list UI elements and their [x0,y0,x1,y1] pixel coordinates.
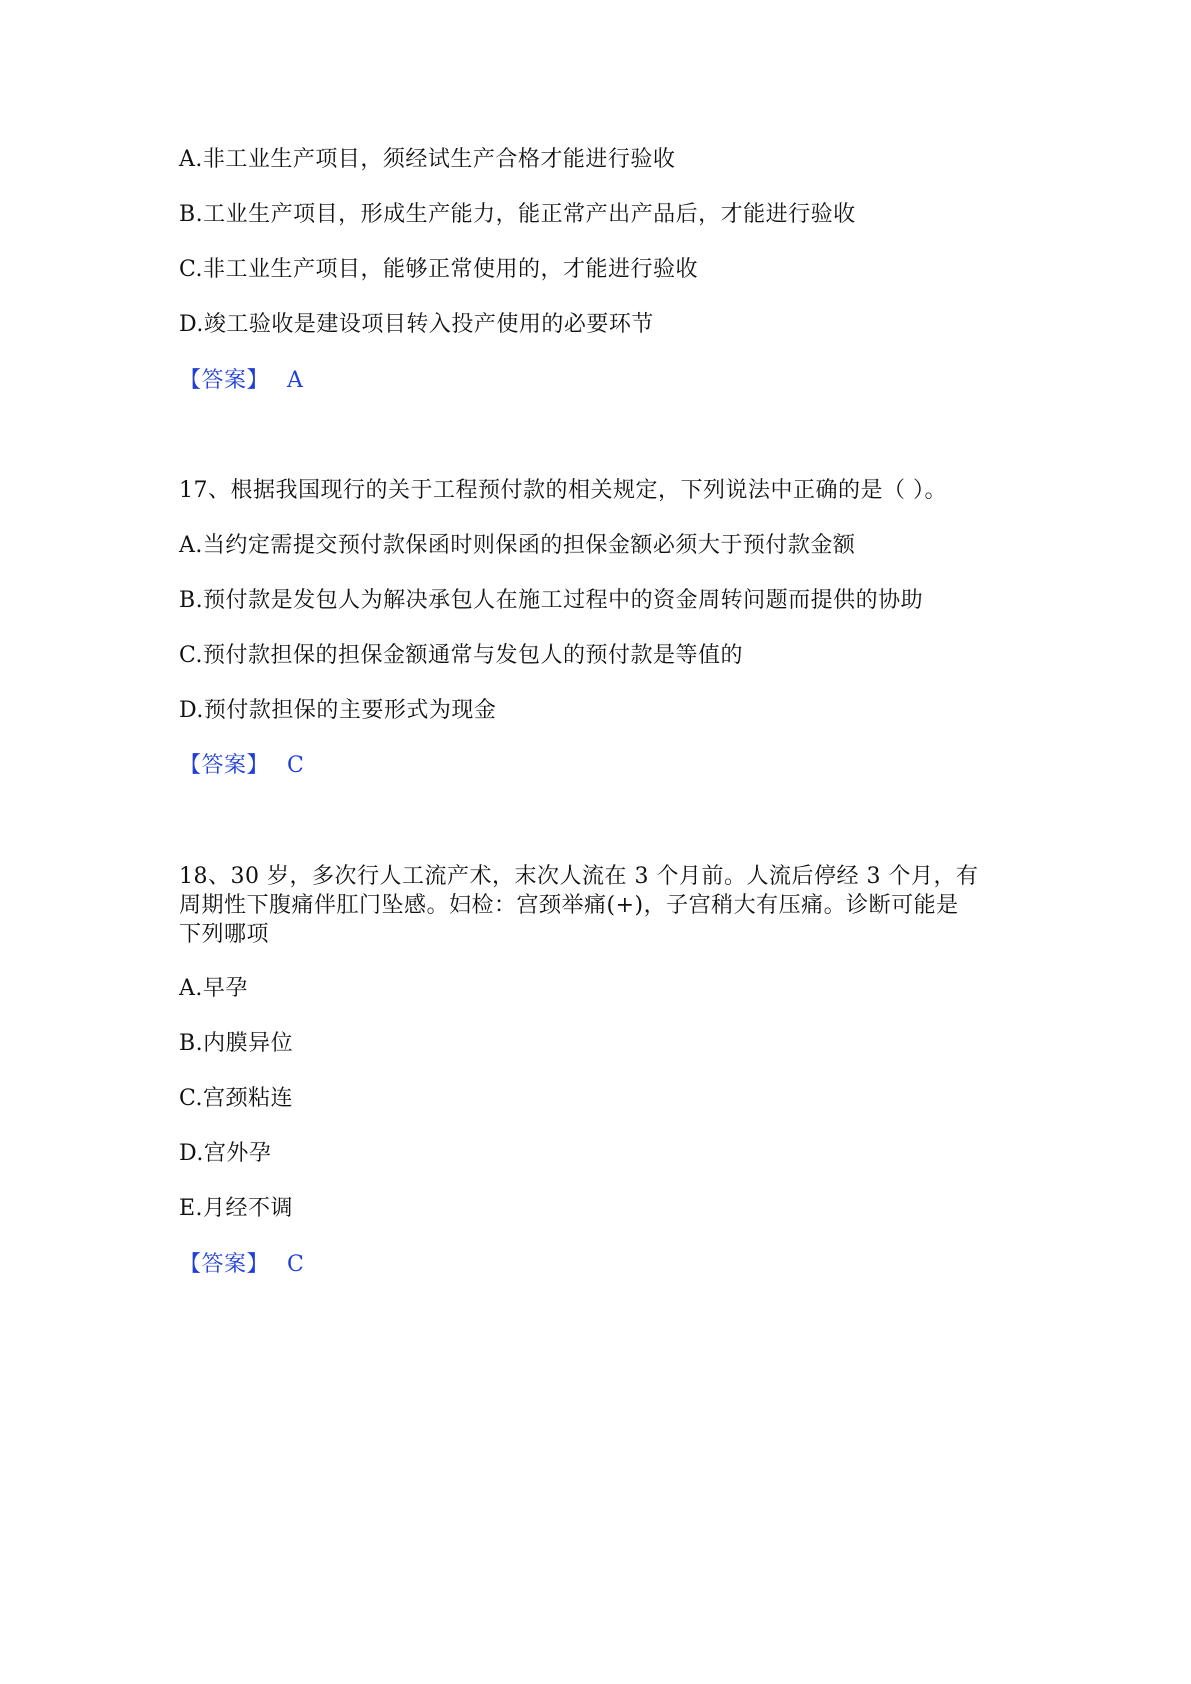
q17-option-a: A.当约定需提交预付款保函时则保函的担保金额必须大于预付款金额 [179,533,856,558]
q17-option-b: B.预付款是发包人为解决承包人在施工过程中的资金周转问题而提供的协助 [179,588,924,613]
q16-option-c: C.非工业生产项目，能够正常使用的，才能进行验收 [179,257,699,282]
q18-stem-line-1: 18、30 岁，多次行人工流产术，末次人流在 3 个月前。人流后停经 3 个月，有 [179,864,979,889]
q17-answer-value: C [287,753,305,778]
q16-option-d: D.竣工验收是建设项目转入投产使用的必要环节 [179,312,654,337]
q18-option-a: A.早孕 [179,976,248,1001]
q17-answer-label: 【答案】 [179,753,270,778]
q18-answer-label: 【答案】 [179,1252,270,1277]
q18-answer [179,1250,304,1280]
q16-option-b: B.工业生产项目，形成生产能力，能正常产出产品后，才能进行验收 [179,202,856,227]
q18-option-d: D.宫外孕 [179,1141,272,1166]
q16-answer [179,366,303,396]
q18-stem-line-2: 周期性下腹痛伴肛门坠感。妇检：宫颈举痛(+)，子宫稍大有压痛。诊断可能是 [179,893,959,918]
q17-answer [179,751,304,781]
q16-answer-label: 【答案】 [179,368,270,393]
q18-answer-value: C [287,1252,305,1277]
q18-option-e: E.月经不调 [179,1196,294,1221]
q17-option-d: D.预付款担保的主要形式为现金 [179,698,497,723]
q16-answer-value: A [287,368,304,393]
q18-option-b: B.内膜异位 [179,1031,294,1056]
q16-option-a: A.非工业生产项目，须经试生产合格才能进行验收 [179,147,676,172]
q18-stem-line-3: 下列哪项 [179,922,270,947]
q17-stem: 17、根据我国现行的关于工程预付款的相关规定，下列说法中正确的是（ ）。 [179,478,947,503]
q17-option-c: C.预付款担保的担保金额通常与发包人的预付款是等值的 [179,643,744,668]
q18-option-c: C.宫颈粘连 [179,1086,294,1111]
